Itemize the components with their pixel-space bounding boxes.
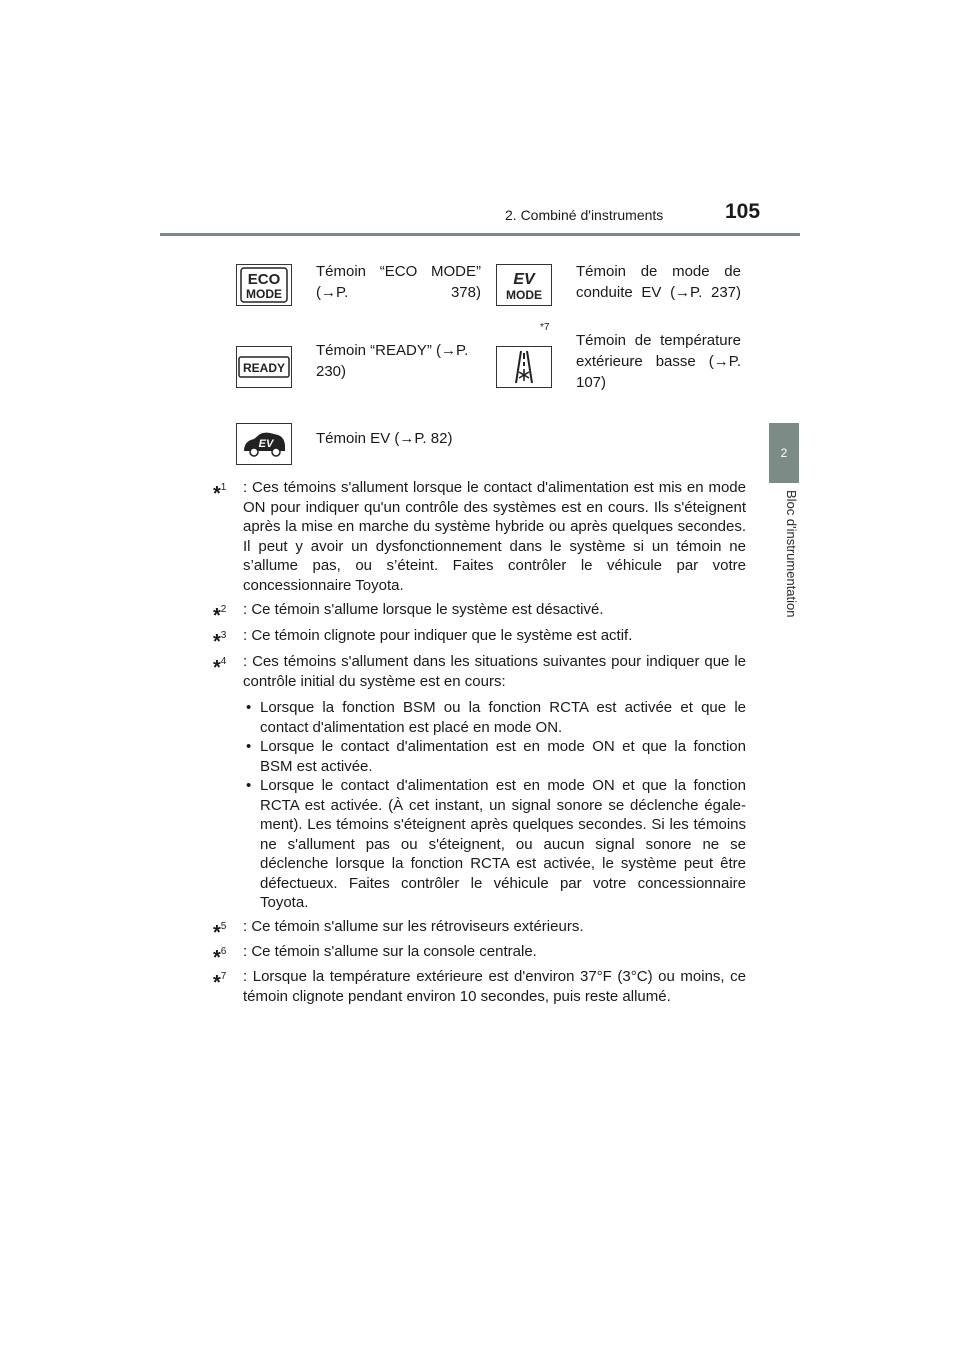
list-item (243, 776, 746, 913)
footnote-mark: * (213, 972, 221, 994)
footnote-4-bullets (243, 698, 746, 913)
footnote-text: : Lorsque la température extérieure est d'environ 37°F (3°C) ou moins, ce témoin clignote pendant environ 10 secondes, puis reste allumé. (243, 968, 746, 1005)
eco-mode-icon (236, 264, 292, 306)
footnote-number: 4 (220, 656, 227, 667)
indicator-low-temp-text: Témoin de température extérieure basse (→P. 107) (576, 332, 741, 391)
list-item (243, 737, 746, 776)
footnote-7 (213, 967, 746, 1006)
footnote-number: 1 (220, 482, 227, 493)
footnote-text: : Ce témoin s'allume lorsque le système est désactivé. (243, 601, 604, 618)
indicator-ready-text: Témoin “READY” (→P. 230) (316, 342, 469, 380)
indicator-eco-mode-text: Témoin “ECO MODE” (→P. 378) (316, 263, 481, 301)
footnote-mark: * (213, 605, 221, 627)
footnote-3 (213, 626, 746, 653)
ev-mode-icon (496, 264, 552, 306)
ev-icon (236, 423, 292, 465)
footnote-number: 5 (220, 921, 227, 932)
footnote-mark: * (213, 922, 221, 944)
footnote-number: 6 (220, 946, 227, 957)
ev-icon-label: EV (258, 438, 274, 450)
header-rule (160, 233, 800, 236)
indicator-low-temp-star: *7 (540, 322, 550, 333)
footnote-5 (213, 917, 746, 944)
ev-mode-icon-line2: MODE (506, 288, 542, 302)
low-temp-icon (496, 346, 552, 388)
list-item (243, 698, 746, 737)
footnote-number: 3 (220, 630, 227, 641)
footnote-4 (213, 652, 746, 691)
footnote-2 (213, 600, 746, 627)
footnote-mark: * (213, 631, 221, 653)
footnote-mark: * (213, 947, 221, 969)
footnote-6 (213, 942, 746, 969)
footnote-text: : Ces témoins s'allument dans les situations suivantes pour indiquer que le contrôle initial du système est en cours: (243, 653, 746, 690)
footnote-text: : Ce témoin s'allume sur les rétroviseurs extérieurs. (243, 918, 584, 935)
footnote-text: : Ce témoin s'allume sur la console centrale. (243, 943, 537, 960)
page-number: 105 (725, 200, 761, 223)
footnote-text: : Ce témoin clignote pour indiquer que le système est actif. (243, 627, 633, 644)
bullet-dot: • (246, 699, 252, 716)
ready-icon (236, 346, 292, 388)
section-title: 2. Combiné d'instruments (505, 207, 664, 223)
footnote-mark: * (213, 483, 221, 505)
list-item-text: Lorsque le contact d'alimentation est en mode ON et que la fonction RCTA est activée. (À cet instant, un signal sonore se déclenche égale-ment). Les témoins s'éteignent après quelques secondes. Si les témoins ne s'allument pas ou s'éteignent, ou aucun signal sonore ne se déclenche lorsque la fonction RCTA est activée, le système peut être défectueux. Faites contrôler le véhicule par votre concessionnaire Toyota. (260, 777, 746, 911)
list-item-text: Lorsque la fonction BSM ou la fonction RCTA est activée et que le contact d'alimentation est placé en mode ON. (260, 699, 746, 736)
footnote-1 (213, 478, 746, 595)
indicator-ev-text: Témoin EV (→P. 82) (316, 430, 453, 447)
ready-icon-label: READY (242, 361, 286, 375)
footnote-number: 2 (220, 604, 227, 615)
bullet-dot: • (246, 738, 252, 755)
footnote-text: : Ces témoins s'allument lorsque le contact d'alimentation est mis en mode ON pour indiquer qu'un contrôle des systèmes est en cours. Ils s'éteignent après la mise en marche du système hybride ou après quelques secondes. Il peut y avoir un dysfonctionnement dans le système si un témoin ne s’allume pas, ou s’éteint. Faites contrôler le véhicule par votre concessionnaire Toyota. (243, 479, 746, 594)
ev-mode-icon-line1: EV (513, 271, 535, 288)
chapter-tab: 2 (769, 423, 799, 483)
list-item-text: Lorsque le contact d'alimentation est en mode ON et que la fonction BSM est activée. (260, 738, 746, 775)
footnote-number: 7 (220, 971, 227, 982)
bullet-dot: • (246, 777, 252, 794)
footnote-mark: * (213, 657, 221, 679)
eco-mode-icon-line1: ECO (247, 271, 281, 288)
chapter-label: Bloc d'instrumentation (784, 490, 799, 618)
indicator-ev-mode-text: Témoin de mode de conduite EV (→P. 237) (576, 263, 741, 301)
eco-mode-icon-line2: MODE (246, 287, 282, 301)
